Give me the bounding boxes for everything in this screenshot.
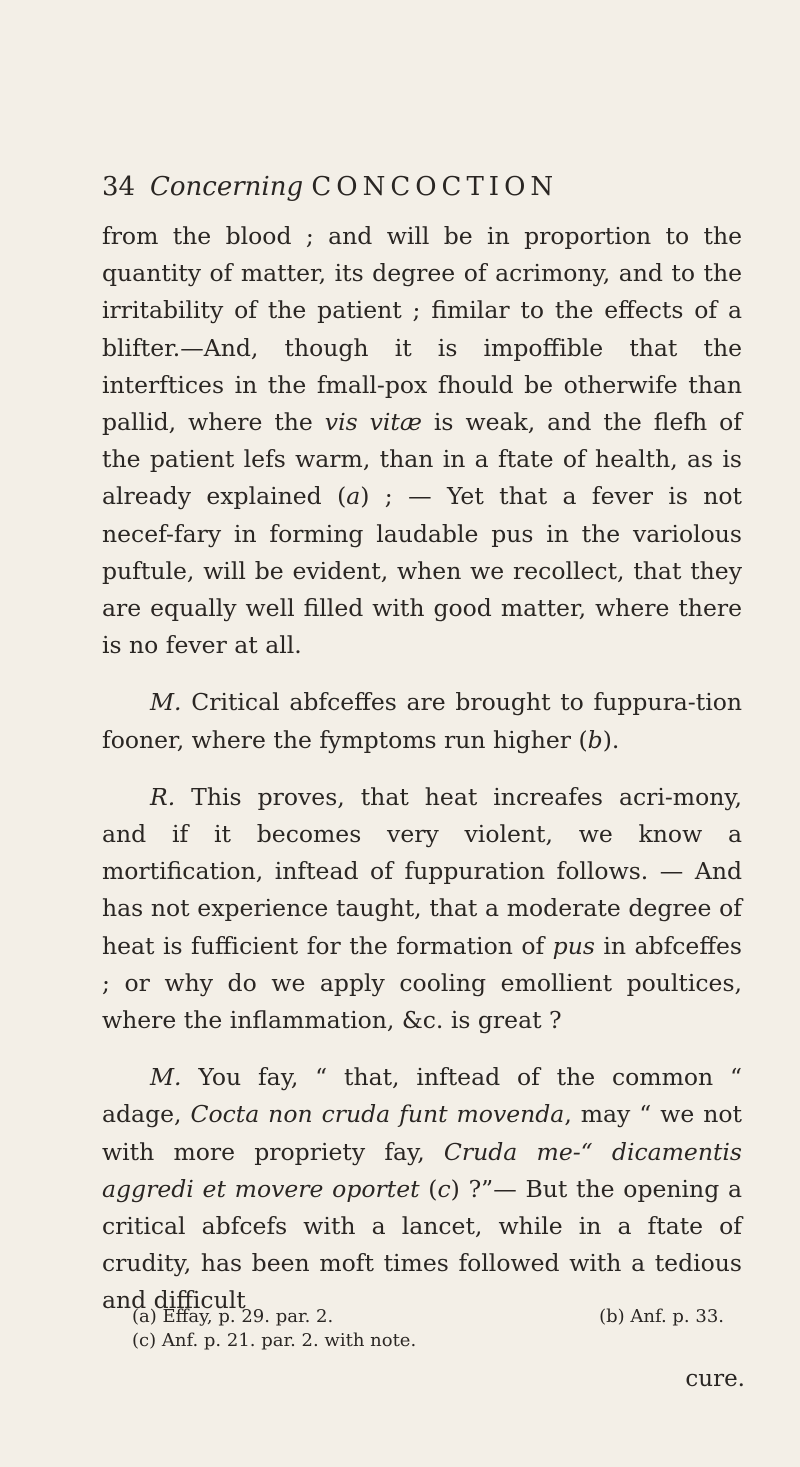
running-title-caps: CONCOCTION [311,172,559,202]
running-title [150,172,558,202]
italic-run: Cruda me-“ dicamentis aggredi et movere oportet [102,1137,742,1203]
italic-run: a [346,482,361,511]
speaker-label: M. [150,688,182,717]
catchword: cure. [685,1366,745,1392]
page-header [102,172,742,212]
body-text [102,218,742,1320]
footnotes [132,1305,742,1353]
speaker-label: R. [150,782,176,811]
footnote-b: (b) Anf. p. 33. [599,1306,724,1327]
italic-run: c [437,1174,451,1203]
footnote-a: (a) Effay, p. 29. par. 2. [132,1306,334,1327]
footnote-row-2 [132,1329,742,1353]
italic-run: Cocta non cruda funt movenda [190,1100,565,1129]
paragraph-1: from the blood ; and will be in proportion to the quantity of matter, its degree of acrimony, and to the irritability of the patient ; fimilar to the effects of a blifter.—And, though it is impoffible that the interftices in the fmall-pox fhould be otherwife than pallid, where the vis vitæ is weak, and the flefh of the patient lefs warm, than in a ftate of health, as is already explained (a) ; — Yet that a fever is not necef-fary in forming laudable pus in the variolous puftule, will be evident, when we recollect, that they are equally well filled with good matter, where there is no fever at all. [102,222,743,660]
footnote-c: (c) Anf. p. 21. par. 2. with note. [132,1330,417,1351]
footnote-row-1 [132,1305,742,1329]
paragraph-3: R. This proves, that heat increafes acri-mony, and if it becomes very violent, we know a mortification, inftead of fuppuration follows. — And has not experience taught, that a moderate degree of heat is fufficient for the formation of pus in abfceffes ; or why do we apply cooling emollient poultices, where the inflammation, &c. is great ? [102,782,742,1035]
italic-run: b [587,725,603,754]
italic-run: vis vitæ [324,408,422,437]
italic-run: pus [552,931,595,960]
running-title-italic: Concerning [150,172,304,202]
paragraph-4: M. You fay, “ that, inftead of the common “ adage, Cocta non cruda funt movenda, may “ we not with more propriety fay, Cruda me-“ dicamentis aggredi et movere oportet (c) ?”— But the opening a critical abfcefs with a lancet, while in a ftate of crudity, has been moft times followed with a tedious and difficult [102,1063,743,1315]
speaker-label: M. [150,1063,182,1092]
page-number: 34 [102,172,136,202]
paragraph-2: M. Critical abfceffes are brought to fuppura-tion fooner, where the fymptoms run higher (b). [102,688,742,754]
